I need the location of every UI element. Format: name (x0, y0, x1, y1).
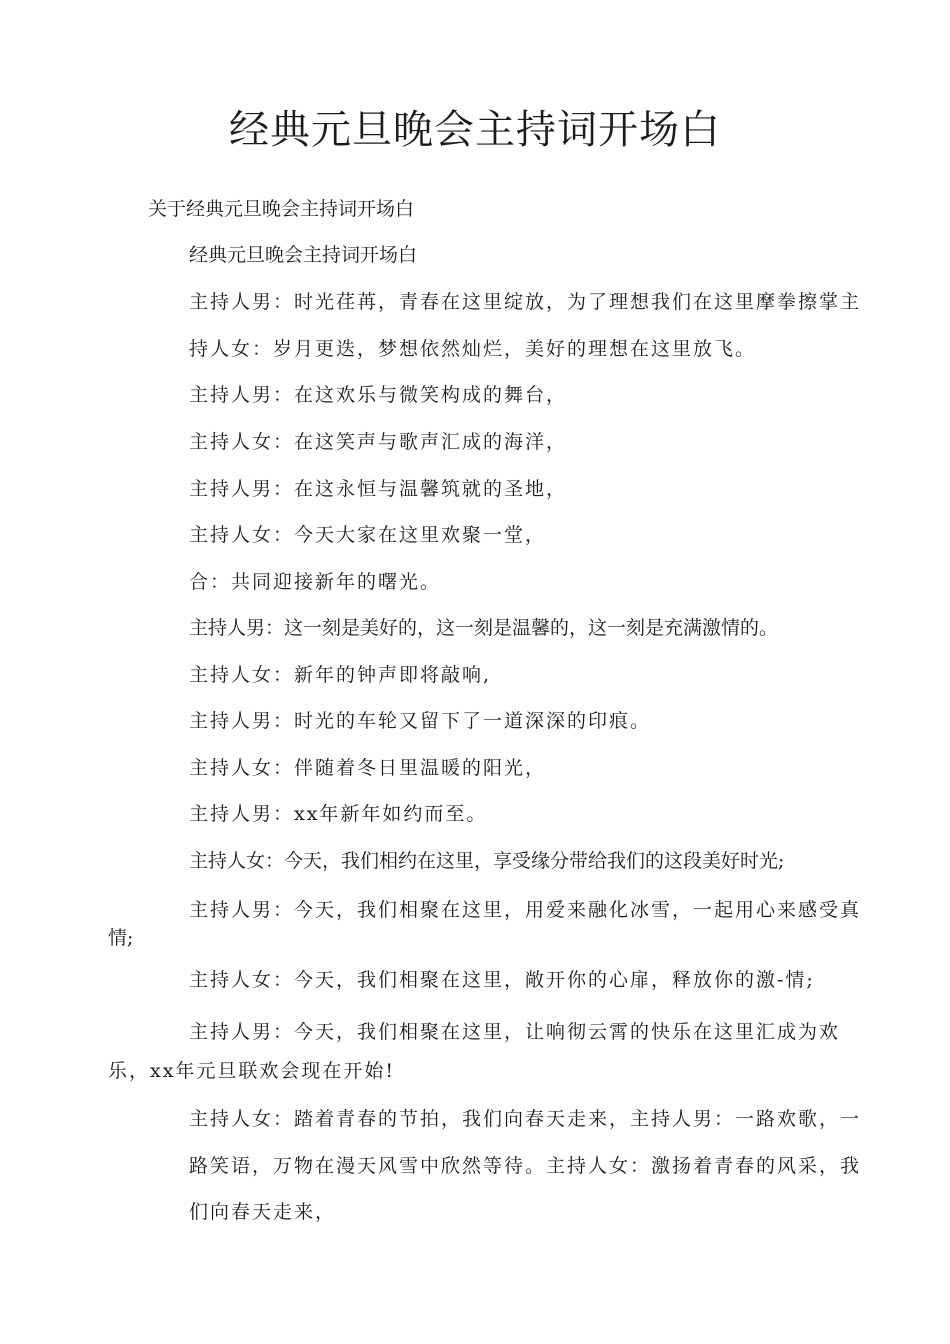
text-line: 乐，xx年元旦联欢会现在开始! (108, 1060, 396, 1082)
text-line: 主持人男：xx年新年如约而至。 (189, 803, 488, 825)
text-line: 主持人男：在这永恒与温馨筑就的圣地， (189, 478, 568, 500)
text-line: 主持人男：今天，我们相聚在这里，用爱来融化冰雪，一起用心来感受真 (189, 899, 862, 921)
text-line: 持人女：岁月更迭，梦想依然灿烂，美好的理想在这里放飞。 (189, 338, 757, 360)
text-line: 主持人男：这一刻是美好的，这一刻是温馨的，这一刻是充满激情的。 (189, 617, 779, 639)
text-line: 主持人女：在这笑声与歌声汇成的海洋， (189, 431, 568, 453)
text-line: 主持人男：时光的车轮又留下了一道深深的印痕。 (189, 710, 652, 732)
text-line: 情; (108, 927, 134, 949)
text-line: 们向春天走来， (189, 1201, 337, 1223)
text-line: 主持人女：今天，我们相聚在这里，敞开你的心扉，释放你的激-情; (189, 969, 815, 991)
document-title: 经典元旦晚会主持词开场白 (229, 107, 721, 153)
text-line: 路笑语，万物在漫天风雪中欣然等待。主持人女：激扬着青春的风采，我 (189, 1155, 862, 1177)
text-line: 主持人女：今天，我们相约在这里，享受缘分带给我们的这段美好时光; (189, 850, 785, 872)
text-line: 主持人女：踏着青春的节拍，我们向春天走来，主持人男：一路欢歌，一 (189, 1108, 862, 1130)
subtitle-line: 经典元旦晚会主持词开场白 (189, 244, 418, 266)
text-line: 主持人女：伴随着冬日里温暖的阳光， (189, 757, 547, 779)
text-line: 主持人男：时光荏苒，青春在这里绽放，为了理想我们在这里摩拳擦掌主 (189, 291, 862, 313)
text-line: 主持人女：新年的钟声即将敲响, (189, 664, 492, 686)
text-line: 合：共同迎接新年的曙光。 (189, 571, 442, 593)
text-line: 主持人男：今天，我们相聚在这里，让响彻云霄的快乐在这里汇成为欢 (189, 1021, 841, 1043)
intro-line: 关于经典元旦晚会主持词开场白 (148, 198, 415, 220)
text-line: 主持人女：今天大家在这里欢聚一堂， (189, 524, 547, 546)
text-line: 主持人男：在这欢乐与微笑构成的舞台， (189, 384, 568, 406)
